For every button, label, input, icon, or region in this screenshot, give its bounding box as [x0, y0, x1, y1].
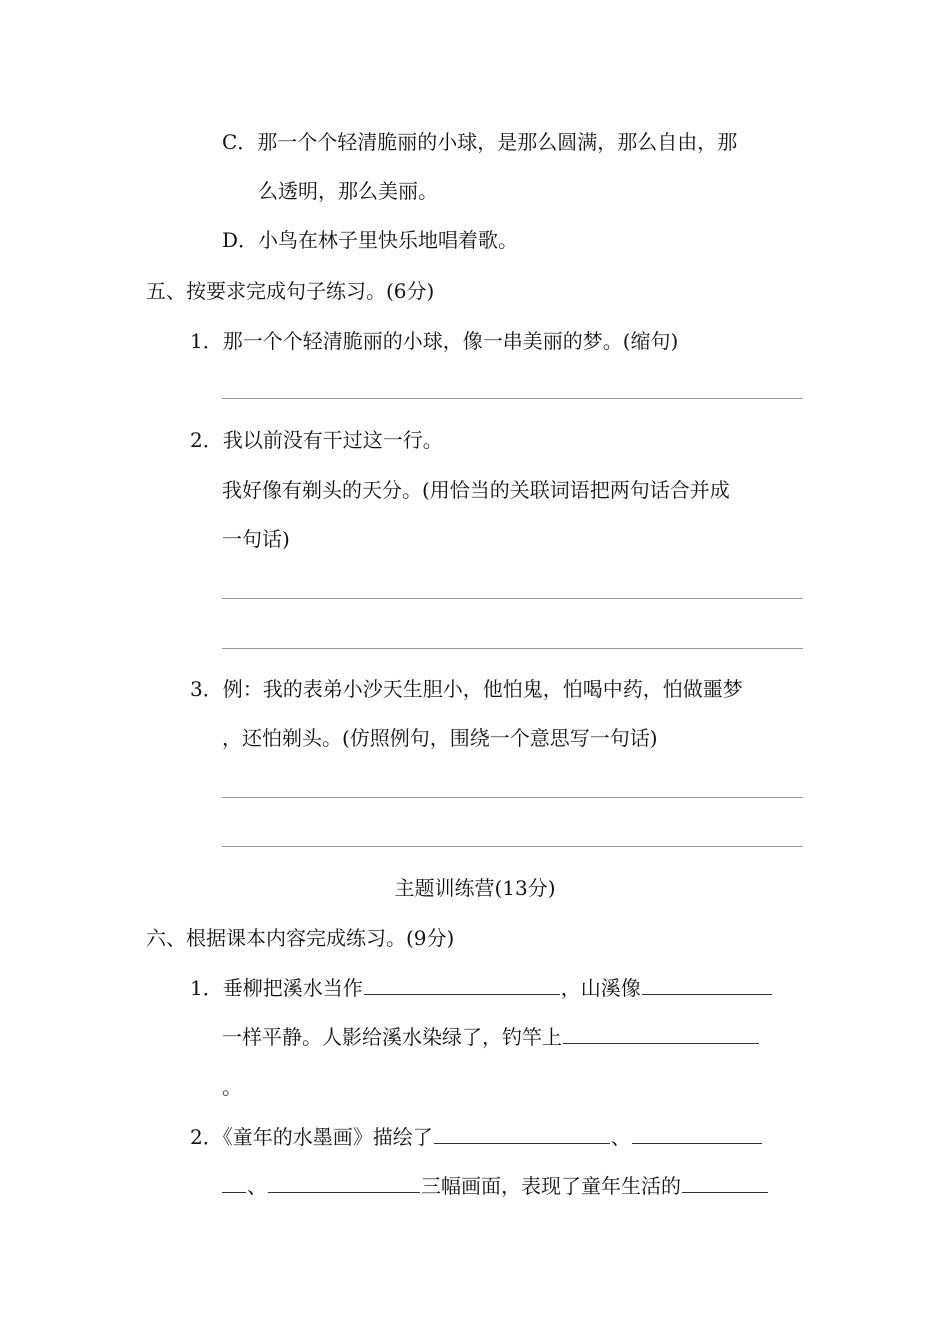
fill-blank-3[interactable] [563, 1023, 759, 1044]
section6-q1-line1 [190, 974, 773, 1002]
section5-q3-line1: 3．例：我的表弟小沙天生胆小，他怕鬼，怕喝中药，怕做噩梦 [190, 677, 743, 701]
fill-blank-5-cont[interactable] [222, 1172, 246, 1193]
answer-line-q3-b[interactable] [222, 846, 803, 847]
fill-blank-1[interactable] [364, 974, 560, 995]
fill-blank-4[interactable] [434, 1123, 610, 1144]
section5-q3-line2: ，还怕剃头。(仿照例句，围绕一个意思写一句话) [222, 726, 658, 750]
fill-blank-5[interactable] [632, 1123, 762, 1144]
section5-q2-line2: 我好像有剃头的天分。(用恰当的关联词语把两句话合并成 [222, 478, 730, 502]
section6-q1-line3: 。 [222, 1075, 242, 1099]
section5-q1: 1．那一个个轻清脆丽的小球，像一串美丽的梦。(缩句) [190, 329, 679, 353]
option-c-line1: C．那一个个轻清脆丽的小球，是那么圆满，那么自由，那 [222, 130, 738, 154]
q1-text-3: 一样平静。人影给溪水染绿了，钓竿上 [222, 1025, 562, 1049]
section6-q2-line2 [222, 1172, 769, 1200]
section6-q1-line2 [222, 1023, 760, 1051]
section5-q2-line3: 一句话) [222, 527, 290, 551]
option-c-line2: 么透明，那么美丽。 [258, 179, 438, 203]
answer-line-q1[interactable] [222, 398, 803, 399]
q2-text-4: 三幅画面，表现了童年生活的 [421, 1174, 681, 1198]
q2-text-3: 、 [247, 1174, 267, 1198]
q2-text-2: 、 [610, 1125, 631, 1149]
q1-text-1: 1．垂柳把溪水当作 [190, 976, 363, 1000]
option-d: D．小鸟在林子里快乐地唱着歌。 [222, 228, 519, 252]
answer-line-q2-b[interactable] [222, 648, 803, 649]
answer-line-q2-a[interactable] [222, 598, 803, 599]
fill-blank-2[interactable] [642, 974, 772, 995]
answer-line-q3-a[interactable] [222, 797, 803, 798]
section5-heading: 五、按要求完成句子练习。(6分) [146, 279, 435, 303]
section5-q2-line1: 2．我以前没有干过这一行。 [190, 428, 443, 452]
fill-blank-7[interactable] [682, 1172, 768, 1193]
fill-blank-6[interactable] [268, 1172, 420, 1193]
q1-text-2: ，山溪像 [560, 976, 641, 1000]
section6-q2-line1 [190, 1123, 763, 1151]
theme-title: 主题训练营(13分) [394, 876, 556, 900]
section6-heading: 六、根据课本内容完成练习。(9分) [146, 926, 455, 950]
q2-text-1: 2．《童年的水墨画》描绘了 [190, 1125, 433, 1149]
